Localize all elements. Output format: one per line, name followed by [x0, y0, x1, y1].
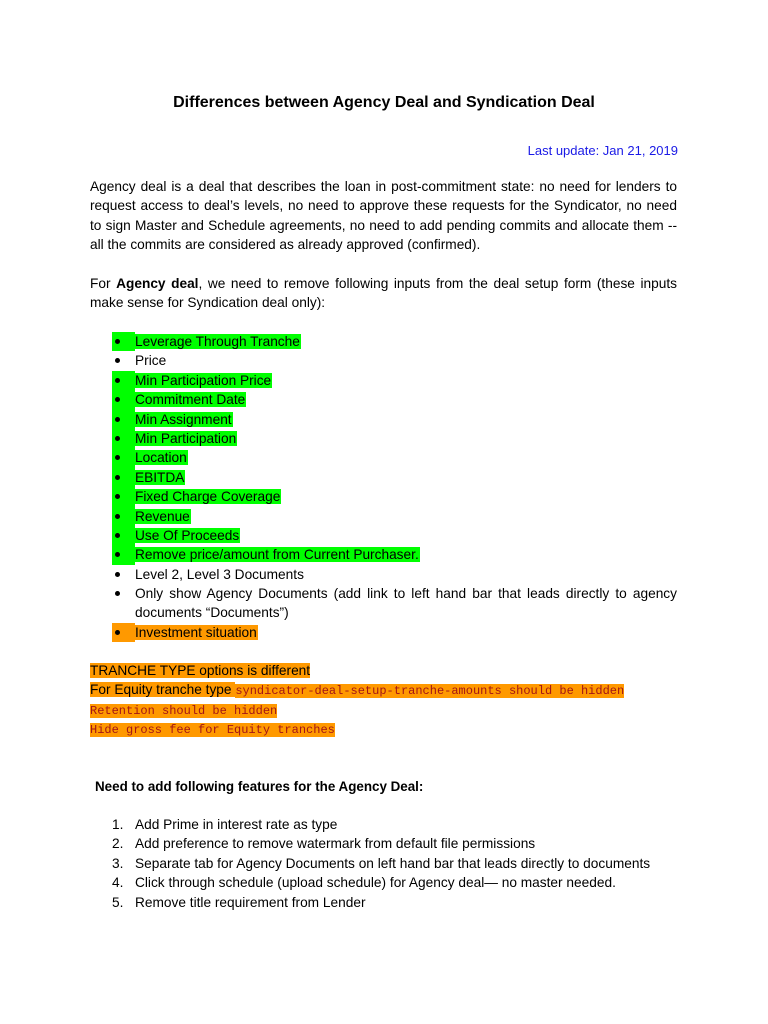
last-update-date: Last update: Jan 21, 2019 [527, 143, 678, 158]
list-item: 1. Add Prime in interest rate as type [112, 817, 338, 832]
para2-bold: Agency deal [116, 276, 199, 291]
list-item: 4. Click through schedule (upload schedule) for Agency deal— no master needed. [112, 875, 616, 891]
bullet-icon [112, 507, 135, 526]
tranche-type-note: TRANCHE TYPE options is different [90, 663, 311, 678]
list-item: Remove price/amount from Current Purchaser. [0, 545, 677, 564]
para2-pre: For [90, 276, 117, 291]
bullet-icon [112, 371, 135, 390]
tranche-notes [90, 661, 690, 739]
remove-inputs-paragraph [90, 274, 677, 313]
bullet-icon [112, 584, 135, 603]
list-item: EBITDA [0, 468, 677, 487]
features-heading: Need to add following features for the Agency Deal: [95, 779, 424, 794]
bullet-icon [112, 332, 135, 351]
list-item: 3. Separate tab for Agency Documents on left hand bar that leads directly to documents [112, 855, 651, 871]
intro-paragraph: Agency deal is a deal that describes the loan in post-commitment state: no need for lenders to request access to deal’s levels, no need to approve these requests for the Syndicator, no need to sign Master and Schedule agreements, no need to add pending commits and allocate them -- all the commits are considered as already approved (confirmed). [90, 179, 677, 253]
gross-fee-note: Hide gross fee for Equity tranches [90, 723, 335, 738]
list-item: Level 2, Level 3 Documents [0, 565, 677, 584]
features-list [0, 815, 768, 912]
bullet-icon [112, 351, 135, 370]
bullet-icon [112, 565, 135, 584]
removed-inputs-list [0, 332, 768, 642]
bullet-icon [112, 545, 135, 564]
list-item: Only show Agency Documents (add link to left hand bar that leads directly to agency documents “Documents”) [0, 584, 677, 623]
retention-note: Retention should be hidden [90, 703, 278, 718]
bullet-icon [112, 448, 135, 467]
list-item: Fixed Charge Coverage [0, 487, 677, 506]
list-item: 2. Add preference to remove watermark from default file permissions [112, 836, 536, 852]
list-item: Min Participation Price [0, 371, 677, 390]
bullet-icon [112, 410, 135, 429]
document-title: Differences between Agency Deal and Syndication Deal [173, 94, 595, 111]
list-item: Commitment Date [0, 390, 677, 409]
list-item: Revenue [0, 507, 677, 526]
bullet-icon [112, 526, 135, 545]
list-item: Min Assignment [0, 410, 677, 429]
bullet-icon [112, 623, 135, 642]
list-item: Leverage Through Tranche [0, 332, 677, 351]
bullet-icon [112, 429, 135, 448]
list-item: Min Participation [0, 429, 677, 448]
list-item: 5. Remove title requirement from Lender [112, 894, 366, 910]
bullet-icon [112, 487, 135, 506]
list-item: Price [0, 351, 677, 370]
list-item: Use Of Proceeds [0, 526, 677, 545]
para2-post: , we need to remove following inputs from the deal setup form (these inputs make sense for Syndication deal only): [90, 276, 677, 311]
bullet-icon [112, 468, 135, 487]
list-item: Investment situation [0, 623, 677, 642]
bullet-icon [112, 390, 135, 409]
equity-tranche-code: syndicator-deal-setup-tranche-amounts should be hidden [235, 684, 625, 699]
list-item: Location [0, 448, 677, 467]
equity-tranche-note: For Equity tranche type [90, 682, 236, 698]
